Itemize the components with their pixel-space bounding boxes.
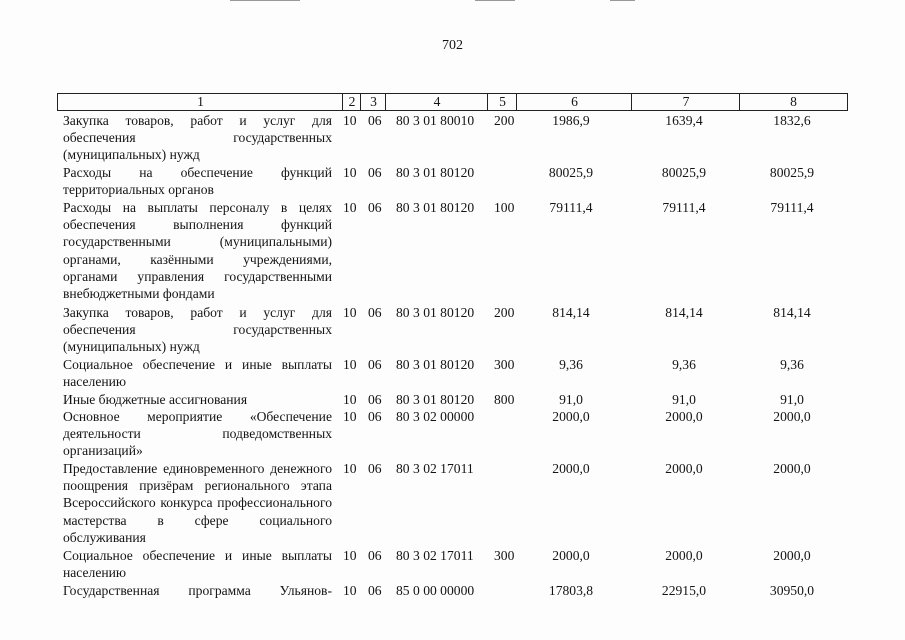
- row-year1: 2000,0: [552, 461, 590, 476]
- row-rz: 10: [343, 165, 357, 180]
- row-csr: 80 3 01 80120: [396, 357, 475, 372]
- row-rz: 10: [343, 392, 357, 407]
- row-year3: 80025,9: [769, 165, 815, 180]
- row-csr: 80 3 01 80120: [396, 392, 475, 407]
- row-name: Расходы на обеспечение функций территориальных органов: [63, 165, 332, 198]
- row-name: Социальное обеспечение и иные выплаты населению: [63, 357, 332, 390]
- row-rz: 10: [343, 583, 357, 598]
- header-cell: 2: [342, 93, 361, 111]
- row-csr: 80 3 02 00000: [396, 409, 475, 424]
- row-rz: 10: [343, 548, 357, 563]
- row-year1: 79111,4: [549, 200, 593, 215]
- row-csr: 80 3 01 80120: [396, 200, 475, 215]
- row-vr: 200: [494, 113, 515, 128]
- row-rz: 10: [343, 357, 357, 372]
- row-csr: 80 3 01 80120: [396, 165, 475, 180]
- row-csr: 85 0 00 00000: [396, 583, 475, 598]
- row-year3: 2000,0: [773, 461, 811, 476]
- header-cell: 1: [57, 93, 343, 111]
- row-rz: 10: [343, 409, 357, 424]
- row-year1: 2000,0: [552, 409, 590, 424]
- row-year2: 79111,4: [662, 200, 706, 215]
- row-year1: 814,14: [552, 305, 590, 320]
- row-year3: 91,0: [780, 392, 804, 407]
- row-csr: 80 3 02 17011: [396, 461, 474, 476]
- row-year1: 2000,0: [552, 548, 590, 563]
- row-year2: 2000,0: [665, 409, 703, 424]
- row-pr: 06: [368, 200, 382, 215]
- row-year3: 2000,0: [773, 548, 811, 563]
- row-name: Государственная программа Ульянов-: [63, 583, 332, 598]
- row-pr: 06: [368, 461, 382, 476]
- row-year2: 2000,0: [665, 548, 703, 563]
- row-name: Основное мероприятие «Обеспечение деятельности подведомственных организаций»: [63, 409, 332, 459]
- row-pr: 06: [368, 113, 382, 128]
- row-year2: 9,36: [672, 357, 696, 372]
- row-csr: 80 3 01 80010: [396, 113, 475, 128]
- row-rz: 10: [343, 305, 357, 320]
- row-csr: 80 3 01 80120: [396, 305, 475, 320]
- page-number: 702: [442, 38, 463, 53]
- table-header: [57, 93, 848, 111]
- row-vr: 200: [494, 305, 515, 320]
- row-year3: 30950,0: [769, 583, 815, 598]
- row-year1: 1986,9: [552, 113, 590, 128]
- header-cell: 5: [487, 93, 517, 111]
- header-cell: 8: [739, 93, 848, 111]
- row-year1: 9,36: [559, 357, 583, 372]
- row-vr: 300: [494, 548, 515, 563]
- row-name: Социальное обеспечение и иные выплаты населению: [63, 548, 332, 581]
- row-year2: 91,0: [672, 392, 696, 407]
- row-year3: 79111,4: [770, 200, 814, 215]
- row-year2: 1639,4: [665, 113, 703, 128]
- row-year3: 1832,6: [773, 113, 811, 128]
- row-csr: 80 3 02 17011: [396, 548, 474, 563]
- row-rz: 10: [343, 461, 357, 476]
- row-pr: 06: [368, 357, 382, 372]
- row-year2: 80025,9: [661, 165, 707, 180]
- row-vr: 300: [494, 357, 515, 372]
- row-year1: 17803,8: [548, 583, 594, 598]
- row-year3: 2000,0: [773, 409, 811, 424]
- header-cell: 6: [516, 93, 632, 111]
- scan-edge-mark: [230, 0, 300, 1]
- row-pr: 06: [368, 548, 382, 563]
- row-name: Расходы на выплаты персоналу в целях обеспечения выполнения функций государственными (муниципальными) органами, казёнными учреждениями, органами управления государственными внебюджетными фондами: [63, 200, 332, 302]
- row-name: Закупка товаров, работ и услуг для обеспечения государственных (муниципальных) нужд: [63, 113, 332, 163]
- row-year3: 814,14: [773, 305, 811, 320]
- row-pr: 06: [368, 305, 382, 320]
- row-year2: 2000,0: [665, 461, 703, 476]
- row-pr: 06: [368, 165, 382, 180]
- row-pr: 06: [368, 392, 382, 407]
- row-year2: 22915,0: [661, 583, 707, 598]
- scan-edge-mark: [610, 0, 635, 1]
- row-year1: 91,0: [559, 392, 583, 407]
- row-year3: 9,36: [780, 357, 804, 372]
- row-vr: 100: [494, 200, 515, 215]
- row-name: Иные бюджетные ассигнования: [63, 392, 248, 407]
- header-cell: 7: [631, 93, 740, 111]
- row-year2: 814,14: [665, 305, 703, 320]
- row-rz: 10: [343, 113, 357, 128]
- scan-edge-mark: [475, 0, 515, 1]
- row-year1: 80025,9: [548, 165, 594, 180]
- row-pr: 06: [368, 409, 382, 424]
- header-cell: 3: [360, 93, 386, 111]
- row-name: Закупка товаров, работ и услуг для обеспечения государственных (муниципальных) нужд: [63, 305, 332, 355]
- row-name: Предоставление единовременного денежного поощрения призёрам регионального этапа Всероссийского конкурса профессионального мастерства в сфере социального обслуживания: [63, 461, 332, 545]
- row-rz: 10: [343, 200, 357, 215]
- row-pr: 06: [368, 583, 382, 598]
- header-cell: 4: [385, 93, 488, 111]
- row-vr: 800: [494, 392, 515, 407]
